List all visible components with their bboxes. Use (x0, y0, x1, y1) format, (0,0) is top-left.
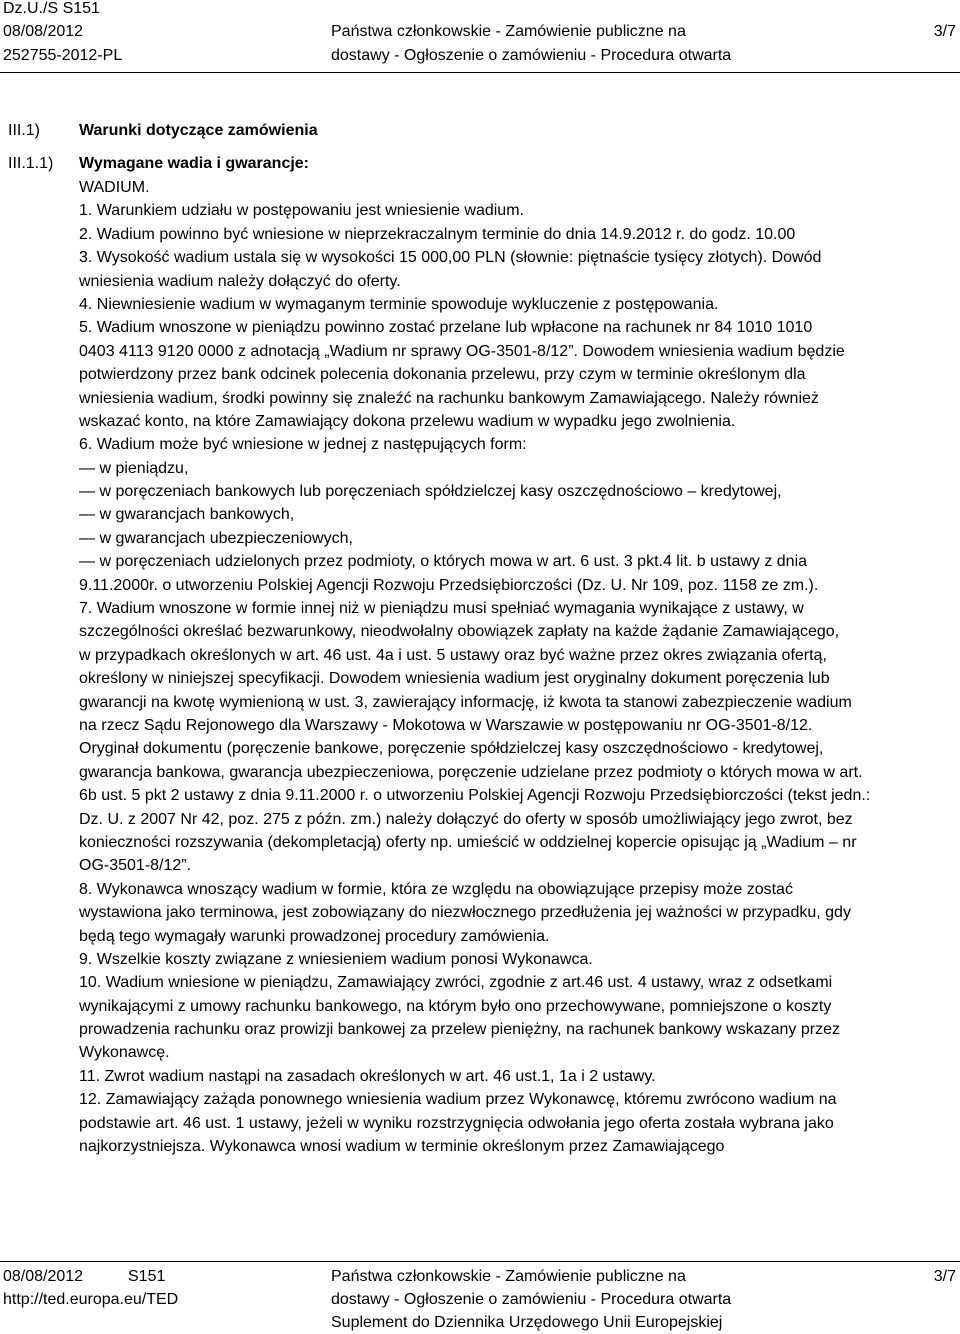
body-line: Oryginał dokumentu (poręczenie bankowe, poręczenie spółdzielczej kasy oszczędnościowo - kredytowej, (79, 740, 824, 758)
body-line: prowadzenia rachunku oraz prowizji bankowej za przelew pieniężny, na rachunek bankowy wskazany przez (79, 1021, 840, 1039)
footer-series: S151 (128, 1268, 166, 1285)
body-line: — w gwarancjach bankowych, (79, 506, 295, 524)
footer-page-number: 3/7 (933, 1268, 956, 1285)
body-line: 9.11.2000r. o utworzeniu Polskiej Agencji Rozwoju Przedsiębiorczości (Dz. U. Nr 109, poz. 1158 ze zm.). (79, 576, 819, 594)
body-line: 0403 4113 9120 0000 z adnotacją „Wadium nr sprawy OG-3501-8/12”. Dowodem wniesienia wadium będzie (79, 342, 845, 360)
body-line: WADIUM. (79, 179, 150, 196)
body-line: Dz. U. z 2007 Nr 42, poz. 275 z późn. zm.) należy dołączyć do oferty w sposób umożliwiający jego zwrot, bez (79, 810, 853, 828)
body-line: — w pieniądzu, (79, 459, 189, 477)
body-line: określony w niniejszej specyfikacji. Dowodem wniesienia wadium jest oryginalny dokument poręczenia lub (79, 670, 830, 688)
body-line: 1. Warunkiem udziału w postępowaniu jest wniesienie wadium. (79, 202, 524, 220)
doc-ref: Dz.U./S S151 (3, 0, 100, 17)
body-line: 2. Wadium powinno być wniesione w nieprzekraczalnym terminie do dnia 14.9.2012 r. do godz. 10.00 (79, 225, 796, 243)
body-line: 4. Niewniesienie wadium w wymaganym terminie spowoduje wykluczenie z postępowania. (79, 295, 719, 313)
section-number: III.1) (8, 122, 41, 139)
body-line: wniesienia wadium należy dołączyć do oferty. (79, 272, 401, 290)
body-line: 10. Wadium wniesione w pieniądzu, Zamawiający zwróci, zgodnie z art.46 ust. 4 ustawy, wraz z odsetkami (79, 974, 833, 992)
body-line: konieczności rozszywania (dekompletacją) oferty np. umieścić w oddzielnej kopercie opisując ją „Wadium – nr (79, 833, 857, 851)
subsection-title: Wymagane wadia i gwarancje: (79, 155, 310, 172)
body-line: będą tego wymagały warunki prowadzonej procedury zamówienia. (79, 927, 550, 945)
body-line: 9. Wszelkie koszty związane z wniesieniem wadium ponosi Wykonawca. (79, 950, 593, 968)
body-line: wystawiona jako terminowa, jest zobowiązany do niezwłocznego przedłużenia jej ważności w przypadku, gdy (79, 904, 851, 922)
subsection-number: III.1.1) (8, 155, 54, 172)
section-body (79, 176, 957, 1158)
footer-title-line2: dostawy - Ogłoszenie o zamówieniu - Procedura otwarta (331, 1291, 732, 1308)
body-line: 3. Wysokość wadium ustala się w wysokości 15 000,00 PLN (słownie: piętnaście tysięcy złotych). Dowód (79, 249, 822, 267)
body-line: — w poręczeniach bankowych lub poręczeniach spółdzielczej kasy oszczędnościowo – kredytowej, (79, 483, 782, 501)
body-line: wniesienia wadium, środki powinny się znaleźć na rachunku bankowym Zamawiającego. Należy również (79, 389, 819, 407)
header-divider (0, 72, 960, 73)
body-line: szczególności określać bezwarunkowy, nieodwołalny obowiązek zapłaty na każde żądanie Zamawiającego, (79, 623, 840, 641)
body-line: OG-3501-8/12”. (79, 857, 192, 875)
footer-supplement: Suplement do Dziennika Urzędowego Unii Europejskiej (331, 1314, 723, 1331)
footer-url[interactable]: http://ted.europa.eu/TED (3, 1291, 179, 1308)
notice-id: 252755-2012-PL (3, 47, 123, 64)
header-date: 08/08/2012 (3, 23, 84, 40)
body-line: podstawie art. 46 ust. 1 ustawy, jeżeli w wyniku rozstrzygnięcia odwołania jego oferta została wybrana jako (79, 1114, 834, 1132)
section-title: Warunki dotyczące zamówienia (79, 122, 318, 139)
header-title-line2: dostawy - Ogłoszenie o zamówieniu - Procedura otwarta (331, 47, 732, 64)
body-line: na rzecz Sądu Rejonowego dla Warszawy - Mokotowa w Warszawie w postępowaniu nr OG-3501-8/12. (79, 716, 813, 734)
body-line: najkorzystniejsza. Wykonawca wnosi wadium w terminie określonym przez Zamawiającego (79, 1138, 725, 1156)
body-line: 11. Zwrot wadium nastąpi na zasadach określonych w art. 46 ust.1, 1a i 2 ustawy. (79, 1067, 656, 1085)
body-line: 6. Wadium może być wniesione w jednej z następujących form: (79, 436, 527, 454)
body-line: potwierdzony przez bank odcinek polecenia dokonania przelewu, przy czym w terminie określonym dla (79, 366, 806, 384)
body-line: 8. Wykonawca wnoszący wadium w formie, która ze względu na obowiązujące przepisy może zostać (79, 880, 793, 898)
body-line: gwarancja bankowa, gwarancja ubezpieczeniowa, poręczenie udzielane przez podmioty o których mowa w art. (79, 763, 863, 781)
footer-date: 08/08/2012 (3, 1268, 84, 1285)
body-line: — w gwarancjach ubezpieczeniowych, (79, 529, 353, 547)
body-line: wskazać konto, na które Zamawiający dokona przelewu wadium w wypadku jego zwolnienia. (79, 412, 736, 430)
header-page-number: 3/7 (933, 23, 956, 40)
body-line: 5. Wadium wnoszone w pieniądzu powinno zostać przelane lub wpłacone na rachunek nr 84 1010 1010 (79, 319, 813, 337)
body-line: — w poręczeniach udzielonych przez podmioty, o których mowa w art. 6 ust. 3 pkt.4 lit. b ustawy z dnia (79, 553, 808, 571)
body-line: Wykonawcę. (79, 1044, 170, 1062)
body-line: w przypadkach określonych w art. 46 ust. 4a i ust. 5 ustawy oraz być ważne przez okres związania ofertą, (79, 646, 827, 664)
body-line: wynikającymi z umowy rachunku bankowego, na którym było ono przechowywane, pomniejszone o koszty (79, 997, 832, 1015)
body-line: 7. Wadium wnoszone w formie innej niż w pieniądzu musi spełniać wymagania wynikające z ustawy, w (79, 600, 804, 618)
header-title-line1: Państwa członkowskie - Zamówienie publiczne na (331, 23, 686, 40)
body-line: 12. Zamawiający zażąda ponownego wniesienia wadium przez Wykonawcę, któremu zwrócono wadium na (79, 1091, 837, 1109)
footer-divider (0, 1261, 960, 1262)
body-line: gwarancji na kwotę wymienioną w ust. 3, zawierający informację, iż kwota ta stanowi zabezpieczenie wadium (79, 693, 852, 711)
footer-title-line1: Państwa członkowskie - Zamówienie publiczne na (331, 1268, 686, 1285)
body-line: 6b ust. 5 pkt 2 ustawy z dnia 9.11.2000 r. o utworzeniu Polskiej Agencji Rozwoju Przedsiębiorczości (tekst jedn.: (79, 787, 871, 805)
